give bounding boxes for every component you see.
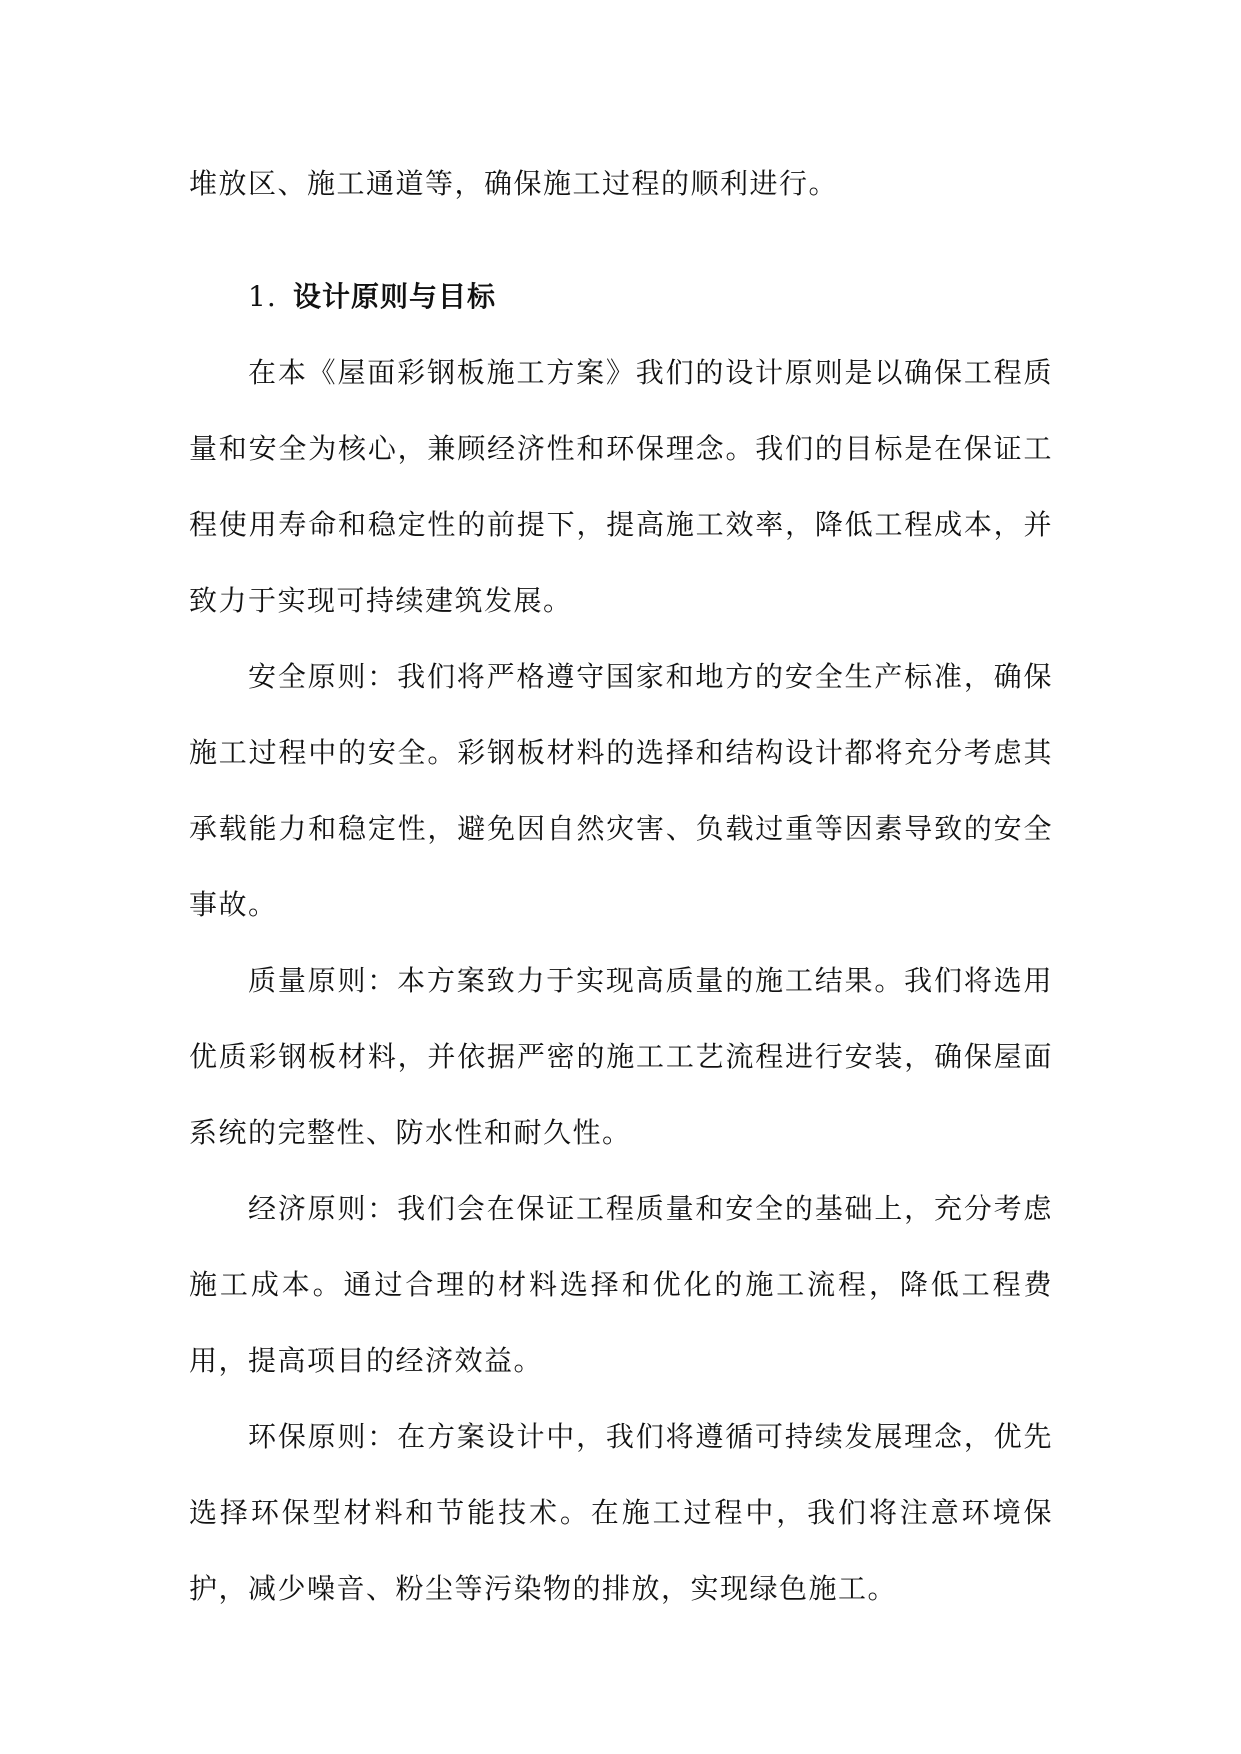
- document-body: [189, 146, 1053, 1627]
- paragraph-environmental-principle: 环保原则：在方案设计中，我们将遵循可持续发展理念，优先选择环保型材料和节能技术。在施工过程中，我们将注意环境保护，减少噪音、粉尘等污染物的排放，实现绿色施工。: [189, 1420, 1053, 1605]
- paragraph-safety-principle: 安全原则：我们将严格遵守国家和地方的安全生产标准，确保施工过程中的安全。彩钢板材料的选择和结构设计都将充分考虑其承载能力和稳定性，避免因自然灾害、负载过重等因素导致的安全事故。: [189, 660, 1053, 921]
- section-heading: [189, 259, 1053, 335]
- paragraph-economic-principle: 经济原则：我们会在保证工程质量和安全的基础上，充分考虑施工成本。通过合理的材料选择和优化的施工流程，降低工程费用，提高项目的经济效益。: [189, 1192, 1053, 1377]
- section-number: 1.: [248, 280, 277, 313]
- section-title: 设计原则与目标: [293, 280, 497, 313]
- intro-paragraph: 堆放区、施工通道等，确保施工过程的顺利进行。: [189, 167, 839, 200]
- paragraph-quality-principle: 质量原则：本方案致力于实现高质量的施工结果。我们将选用优质彩钢板材料，并依据严密的施工工艺流程进行安装，确保屋面系统的完整性、防水性和耐久性。: [189, 964, 1053, 1149]
- paragraph-overview: 在本《屋面彩钢板施工方案》我们的设计原则是以确保工程质量和安全为核心，兼顾经济性和环保理念。我们的目标是在保证工程使用寿命和稳定性的前提下，提高施工效率，降低工程成本，并致力于实现可持续建筑发展。: [189, 356, 1053, 617]
